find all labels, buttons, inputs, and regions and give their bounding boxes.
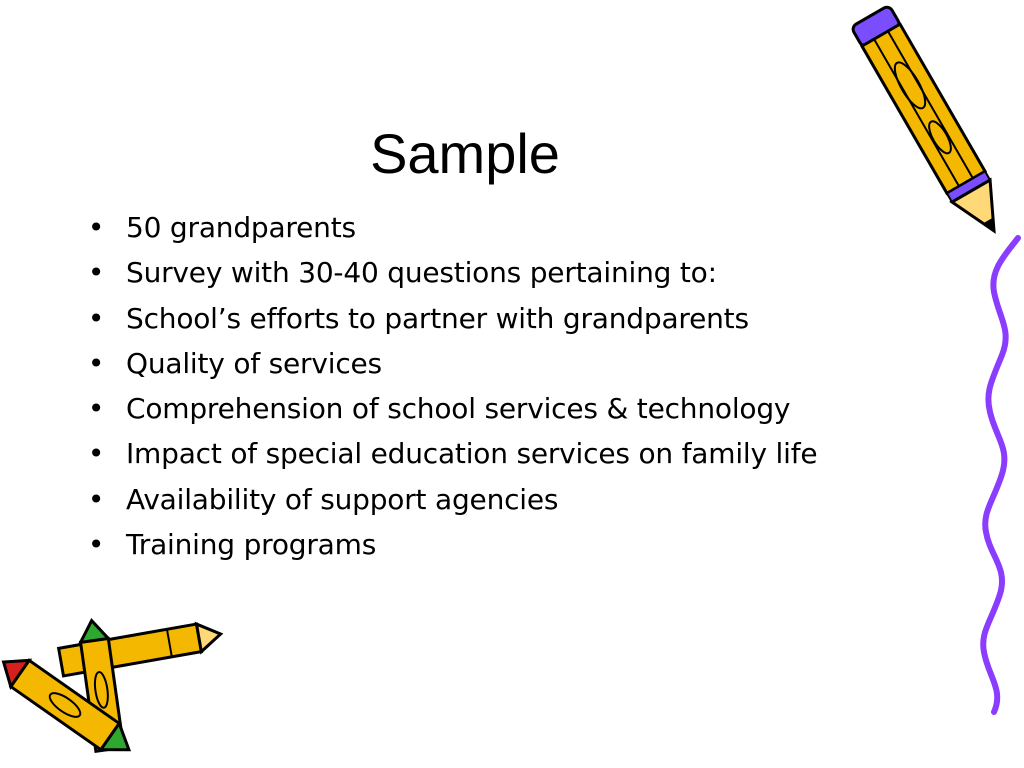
list-item-text: Comprehension of school services & technology [126, 392, 791, 426]
bullet-icon: • [87, 528, 105, 562]
list-item [86, 341, 817, 386]
list-item-text: Training programs [126, 528, 377, 562]
list-item-text: Availability of support agencies [126, 482, 559, 516]
bullet-list [86, 205, 817, 567]
list-item [86, 431, 817, 476]
bullet-icon: • [87, 482, 105, 516]
bullet-icon: • [87, 256, 105, 290]
list-item-text: 50 grandparents [126, 211, 356, 244]
list-item-text: Quality of services [126, 346, 382, 380]
list-item-text: School’s efforts to partner with grandparents [126, 301, 749, 335]
list-item [86, 205, 817, 250]
slide-title: Sample [370, 122, 560, 185]
list-item [86, 477, 817, 522]
bullet-icon: • [87, 211, 105, 244]
list-item [86, 522, 817, 567]
list-item [86, 250, 817, 295]
bullet-icon: • [87, 392, 105, 426]
list-item-text: Impact of special education services on family life [126, 437, 818, 471]
list-item [86, 386, 817, 431]
bullet-icon: • [87, 346, 105, 380]
bullet-icon: • [87, 437, 105, 471]
list-item [86, 296, 817, 341]
list-item-text: Survey with 30-40 questions pertaining to: [126, 256, 717, 290]
bullet-icon: • [87, 301, 105, 335]
